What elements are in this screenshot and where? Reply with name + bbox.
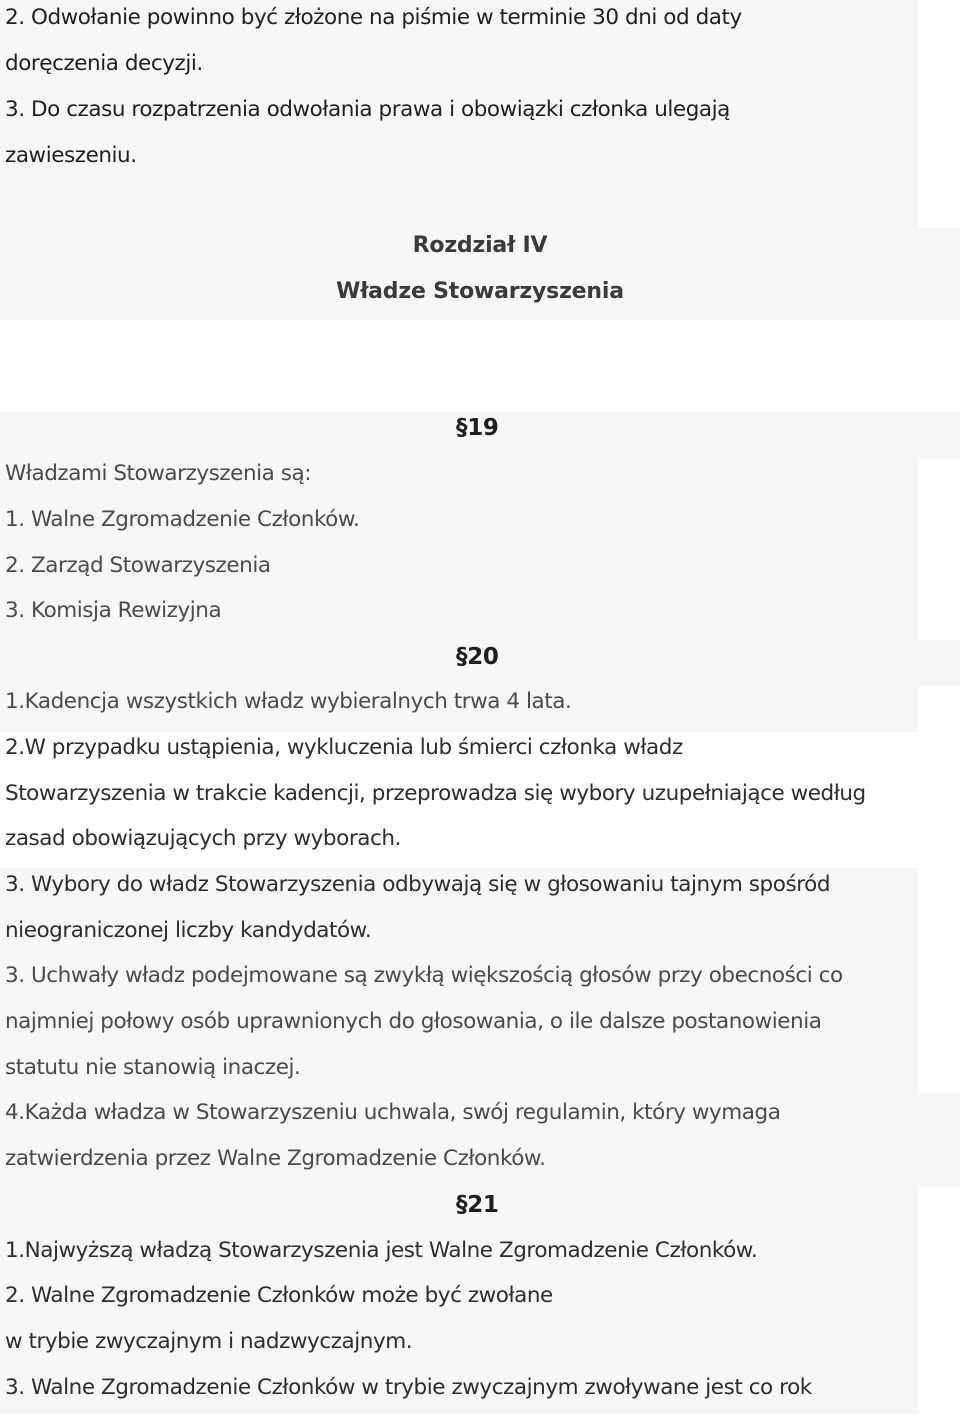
paragraph-line: najmniej połowy osób uprawnionych do głosowania, o ile dalsze postanowienia (5, 1009, 822, 1034)
section-number: 19 (467, 415, 499, 441)
section-heading-20: §20 (456, 644, 499, 670)
paragraph-line: 2. Walne Zgromadzenie Członków może być zwołane (5, 1283, 553, 1308)
paragraph-line: zawieszeniu. (5, 143, 137, 168)
paragraph-line: nieograniczonej liczby kandydatów. (5, 918, 372, 943)
paragraph-line: 1.Kadencja wszystkich władz wybieralnych trwa 4 lata. (5, 689, 572, 714)
paragraph-line: 2.W przypadku ustąpienia, wykluczenia lub śmierci członka władz (5, 735, 683, 760)
section-heading-21: §21 (456, 1192, 499, 1218)
paragraph-line: w trybie zwyczajnym i nadzwyczajnym. (5, 1329, 413, 1354)
list-item: 1. Walne Zgromadzenie Członków. (5, 507, 360, 532)
paragraph-line: 2. Odwołanie powinno być złożone na piśmie w terminie 30 dni od daty (5, 5, 742, 30)
section-number: 20 (467, 644, 499, 670)
section-heading-19: §19 (456, 415, 499, 441)
list-item: 2. Zarząd Stowarzyszenia (5, 553, 271, 578)
paragraph-line: 3. Uchwały władz podejmowane są zwykłą większością głosów przy obecności co (5, 963, 843, 988)
paragraph-line: 3. Walne Zgromadzenie Członków w trybie zwyczajnym zwoływane jest co rok (5, 1375, 812, 1400)
chapter-title: Władze Stowarzyszenia (336, 279, 624, 304)
paragraph-line: doręczenia decyzji. (5, 51, 203, 76)
paragraph-line: 1.Najwyższą władzą Stowarzyszenia jest Walne Zgromadzenie Członków. (5, 1238, 758, 1263)
paragraph-line: statutu nie stanowią inaczej. (5, 1055, 301, 1080)
paragraph-line: zatwierdzenia przez Walne Zgromadzenie Członków. (5, 1146, 546, 1171)
section-number: 21 (467, 1192, 499, 1218)
chapter-number: Rozdział IV (412, 233, 548, 258)
paragraph-line: Stowarzyszenia w trakcie kadencji, przeprowadza się wybory uzupełniające według (5, 781, 866, 806)
paragraph-line: Władzami Stowarzyszenia są: (5, 461, 312, 486)
paragraph-line: 3. Do czasu rozpatrzenia odwołania prawa i obowiązki członka ulegają (5, 97, 730, 122)
list-item: 3. Komisja Rewizyjna (5, 598, 222, 623)
paragraph-line: 3. Wybory do władz Stowarzyszenia odbywają się w głosowaniu tajnym spośród (5, 872, 831, 897)
paragraph-line: 4.Każda władza w Stowarzyszeniu uchwala, swój regulamin, który wymaga (5, 1100, 781, 1125)
paragraph-line: zasad obowiązujących przy wyborach. (5, 826, 401, 851)
